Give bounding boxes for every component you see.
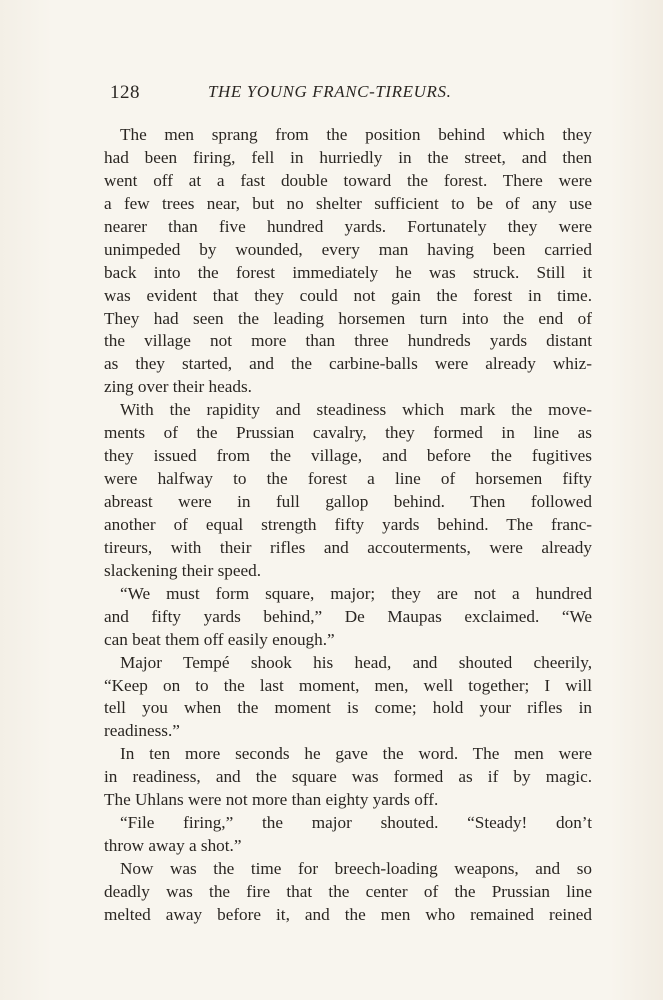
text-line: were halfway to the forest a line of horsemen fifty — [104, 469, 592, 489]
text-line: tell you when the moment is come; hold your rifles in — [104, 698, 592, 718]
page-header — [110, 82, 560, 108]
text-line: and fifty yards behind,” De Maupas exclaimed. “We — [104, 606, 592, 626]
text-line: slackening their speed. — [104, 560, 262, 580]
text-line: With the rapidity and steadiness which mark the move- — [120, 400, 592, 420]
text-line: They had seen the leading horsemen turn into the end of — [104, 308, 592, 328]
text-line: “Keep on to the last moment, men, well together; I will — [104, 675, 592, 695]
text-line: throw away a shot.” — [104, 836, 242, 856]
text-line: In ten more seconds he gave the word. The men were — [120, 744, 592, 764]
text-line: can beat them off easily enough.” — [104, 629, 335, 649]
text-line: ments of the Prussian cavalry, they formed in line as — [104, 423, 592, 443]
text-line: The Uhlans were not more than eighty yards off. — [104, 790, 439, 810]
text-line: “We must form square, major; they are not a hundred — [120, 583, 592, 603]
text-line: they issued from the village, and before the fugitives — [104, 446, 592, 466]
page-number: 128 — [110, 82, 140, 103]
running-head: THE YOUNG FRANC-TIREURS. — [208, 82, 452, 101]
text-line: was evident that they could not gain the forest in time. — [104, 285, 592, 305]
text-line: went off at a fast double toward the forest. There were — [104, 170, 592, 190]
text-line: as they started, and the carbine-balls were already whiz- — [104, 354, 592, 374]
body-text — [104, 124, 592, 927]
text-line: another of equal strength fifty yards behind. The franc- — [104, 514, 592, 534]
text-line: the village not more than three hundreds yards distant — [104, 331, 592, 351]
text-line: readiness.” — [104, 721, 180, 741]
text-line: Now was the time for breech-loading weapons, and so — [120, 859, 592, 878]
text-line: a few trees near, but no shelter sufficient to be of any use — [104, 193, 592, 213]
text-line: “File firing,” the major shouted. “Steady! don’t — [120, 813, 592, 833]
text-line: unimpeded by wounded, every man having been carried — [104, 239, 592, 259]
text-line: in readiness, and the square was formed as if by magic. — [104, 767, 592, 787]
text-line: had been firing, fell in hurriedly in the street, and then — [104, 147, 592, 167]
text-line: deadly was the fire that the center of the Prussian line — [104, 881, 592, 901]
text-line: melted away before it, and the men who remained reined — [104, 904, 592, 924]
text-line: abreast were in full gallop behind. Then followed — [104, 492, 592, 511]
text-line: back into the forest immediately he was struck. Still it — [104, 262, 592, 282]
text-line: zing over their heads. — [104, 377, 252, 397]
text-line: nearer than five hundred yards. Fortunately they were — [104, 216, 592, 236]
text-line: Major Tempé shook his head, and shouted cheerily, — [120, 652, 592, 672]
text-line: tireurs, with their rifles and accouterments, were already — [104, 537, 592, 557]
text-line: The men sprang from the position behind which they — [120, 125, 592, 144]
